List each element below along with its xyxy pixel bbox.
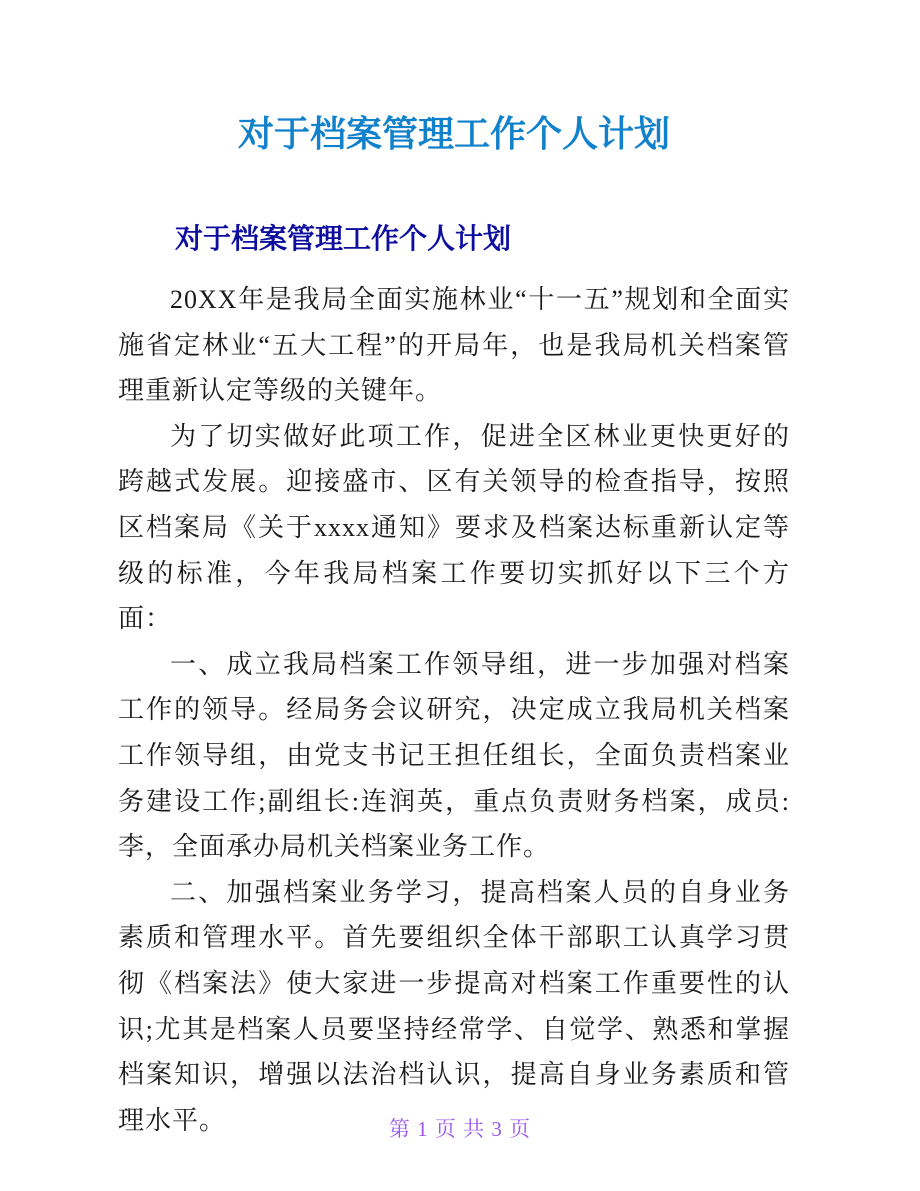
body-paragraph: 一、成立我局档案工作领导组，进一步加强对档案工作的领导。经局务会议研究，决定成立我局机关档案工作领导组，由党支书记王担任组长，全面负责档案业务建设工作;副组长:连润英，重点负责财务档案，成员:李，全面承办局机关档案业务工作。 (118, 649, 790, 862)
body-paragraph: 为了切实做好此项工作，促进全区林业更快更好的跨越式发展。迎接盛市、区有关领导的检查指导，按照区档案局《关于xxxx通知》要求及档案达标重新认定等级的标准，今年我局档案工作要切实抓好以下三个方面： (118, 421, 790, 634)
body-paragraph: 20XX年是我局全面实施林业“十一五”规划和全面实施省定林业“五大工程”的开局年，也是我局机关档案管理重新认定等级的关键年。 (118, 285, 790, 406)
body-paragraph: 二、加强档案业务学习，提高档案人员的自身业务素质和管理水平。首先要组织全体干部职工认真学习贯彻《档案法》使大家进一步提高对档案工作重要性的认识;尤其是档案人员要坚持经常学、自觉学、熟悉和掌握档案知识，增强以法治档认识，提高自身业务素质和管理水平。 (118, 877, 790, 1135)
document-title: 对于档案管理工作个人计划 (237, 113, 670, 154)
section-heading: 对于档案管理工作个人计划 (175, 223, 512, 254)
page-number-footer: 第 1 页 共 3 页 (388, 1117, 532, 1141)
document-body (118, 277, 790, 1143)
